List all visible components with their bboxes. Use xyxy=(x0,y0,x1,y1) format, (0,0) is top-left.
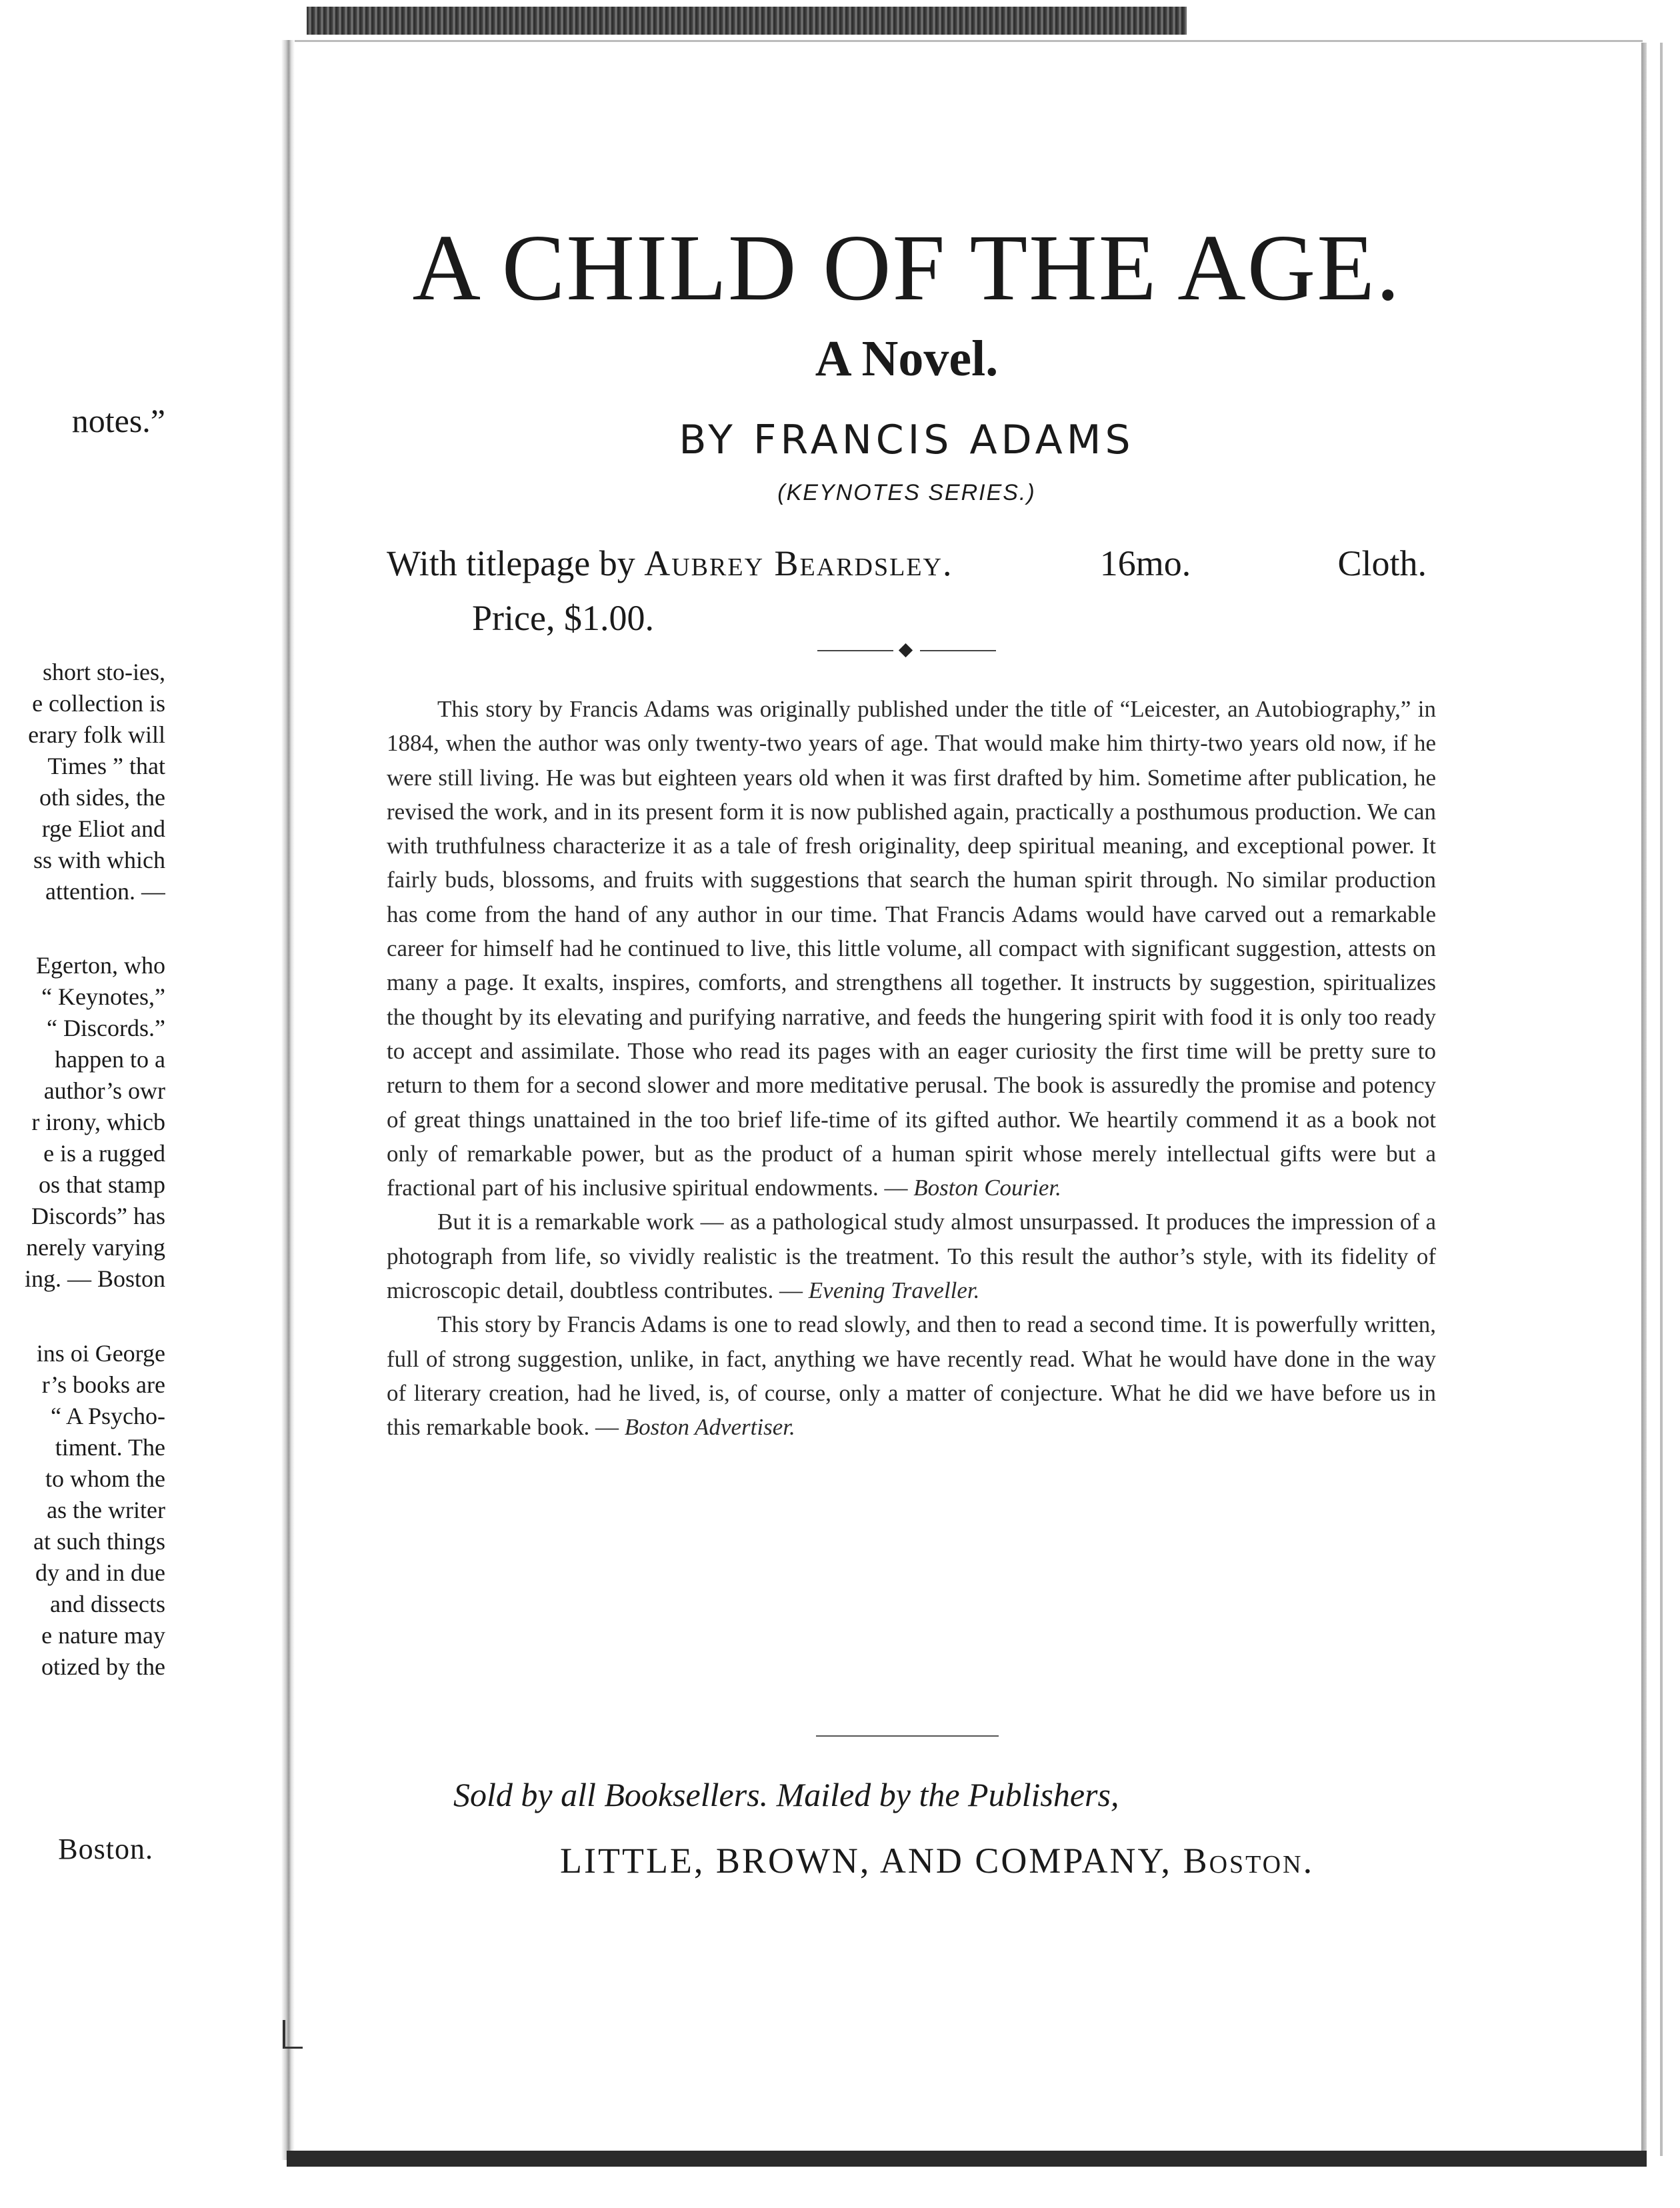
margin-mark xyxy=(283,2020,303,2049)
book-subtitle: A Novel. xyxy=(815,331,999,387)
left-page-line: Discords” has xyxy=(31,1203,165,1229)
review-text: But it is a remarkable work — as a pathological study almost unsurpassed. It produces the impression of a photograph from life, so vividly realistic is the treatment. To this result the author’s style, with its fidelity of microscopic detail, doubtless contributes. — xyxy=(387,1209,1436,1304)
book-price: Price, $1.00. xyxy=(472,598,654,638)
left-page-line: rge Eliot and xyxy=(41,815,165,842)
review-source: Boston Courier. xyxy=(913,1175,1061,1201)
titlepage-label: With titlepage by xyxy=(387,543,635,583)
publisher-name: LITTLE, BROWN, AND COMPANY, xyxy=(560,1841,1173,1881)
left-page-line: oth sides, the xyxy=(39,784,165,811)
left-page-line: “ Keynotes,” xyxy=(41,983,165,1010)
left-page-line: short sto-ies, xyxy=(43,659,165,685)
review-paragraph xyxy=(387,1205,1436,1307)
reviews-section xyxy=(387,692,1436,1445)
left-page-line: as the writer xyxy=(47,1497,165,1523)
left-page-line: ss with which xyxy=(33,847,165,873)
left-page-line: notes.” xyxy=(71,402,165,439)
book-binding: Cloth. xyxy=(1337,543,1427,583)
divider-rule xyxy=(816,1735,999,1737)
review-source: Evening Traveller. xyxy=(808,1277,980,1304)
left-page-line: nerely varying xyxy=(26,1234,165,1261)
left-page-city: Boston. xyxy=(58,1833,153,1865)
left-page-line: Egerton, who xyxy=(36,952,165,979)
review-source: Boston Advertiser. xyxy=(624,1414,795,1441)
book-title: A CHILD OF THE AGE. xyxy=(412,215,1401,320)
left-page-line: ins oi George xyxy=(36,1340,165,1367)
scan-bottom-edge xyxy=(287,2151,1647,2167)
left-page-line: os that stamp xyxy=(39,1171,165,1198)
book-details xyxy=(387,545,1427,581)
left-page-line: e nature may xyxy=(41,1622,165,1649)
review-paragraph xyxy=(387,1307,1436,1444)
left-page-line: happen to a xyxy=(55,1046,165,1073)
book-format: 16mo. xyxy=(1099,543,1191,583)
review-text: This story by Francis Adams was originally published under the title of “Leicester, an Autobiography,” in 1884, when the author was only twenty-two years of age. That would make him thirty-two years old now, if he were still living. He was but eighteen years old when it was first drafted by him. Sometime after publication, he revised the work, and in its present form it is now published again, practically a posthumous production. We can with truthfulness characterize it as a tale of fresh originality, deep spiritual meaning, and exceptional power. It fairly buds, blossoms, and fruits with suggestions that search the human spirit through. No similar production has come from the hand of any author in our time. That Francis Adams would have carved out a remarkable career for himself had he continued to live, this little volume, all compact with significant suggestion, attests on many a page. It exalts, inspires, comforts, and strengthens all together. It instructs by suggestion, spiritualizes the thought by its elevating and purifying narrative, and feeds the hungering spirit with food it is only too ready to accept and assimilate. Those who read its pages with an eager curiosity the first time will be pretty sure to return to them for a second slower and more meditative perusal. The book is assuredly the promise and potency of great things unattained in the too brief life-time of its gifted author. We heartily commend it as a book not only of remarkable power, but as the product of a human spirit whose merely intellectual gifts were but a fractional part of his inclusive spiritual endowments. — xyxy=(387,696,1436,1201)
page-right-edge-inner xyxy=(1660,43,1663,2156)
ornamental-rule xyxy=(817,643,996,659)
left-facing-page xyxy=(0,0,165,2208)
left-page-line: timent. The xyxy=(55,1434,165,1461)
publisher-city: Boston. xyxy=(1183,1841,1315,1881)
left-page-line: e collection is xyxy=(32,690,165,717)
left-page-line: to whom the xyxy=(45,1465,165,1492)
page-top-edge xyxy=(295,40,1643,42)
left-page-line: erary folk will xyxy=(28,721,165,748)
left-page-line: Times ” that xyxy=(47,753,165,779)
left-page-line: otized by the xyxy=(41,1653,165,1680)
left-page-line: attention. — xyxy=(45,878,165,905)
book-series: (KEYNOTES SERIES.) xyxy=(777,480,1036,505)
left-page-line: “ Discords.” xyxy=(47,1015,165,1041)
scan-top-edge xyxy=(307,7,1187,35)
publisher-line xyxy=(560,1843,1314,1879)
left-page-line: “ A Psycho- xyxy=(50,1403,165,1429)
left-page-line: e is a rugged xyxy=(43,1140,165,1167)
left-page-line: ing. — Boston xyxy=(24,1265,165,1292)
left-page-line: r’s books are xyxy=(41,1371,165,1398)
book-author: BY FRANCIS ADAMS xyxy=(679,417,1135,463)
left-page-line: and dissects xyxy=(50,1591,165,1617)
left-page-line: dy and in due xyxy=(35,1559,165,1586)
left-page-line: r irony, whicb xyxy=(31,1109,165,1135)
left-page-line: author’s owr xyxy=(43,1077,165,1104)
illustrator-name: Aubrey Beardsley. xyxy=(644,543,953,583)
review-text: This story by Francis Adams is one to read slowly, and then to read a second time. It is powerfully written, full of strong suggestion, unlike, in fact, anything we have recently read. What he would have done in the way of literary creation, had he lived, is, of course, only a matter of conjecture. What he did we have before us in this remarkable book. — xyxy=(387,1311,1436,1441)
page-right-edge xyxy=(1641,43,1647,2156)
left-page-line: at such things xyxy=(33,1528,165,1555)
book-spine xyxy=(281,40,295,2160)
review-paragraph xyxy=(387,692,1436,1205)
sold-by-line: Sold by all Booksellers. Mailed by the Publishers, xyxy=(453,1776,1119,1813)
